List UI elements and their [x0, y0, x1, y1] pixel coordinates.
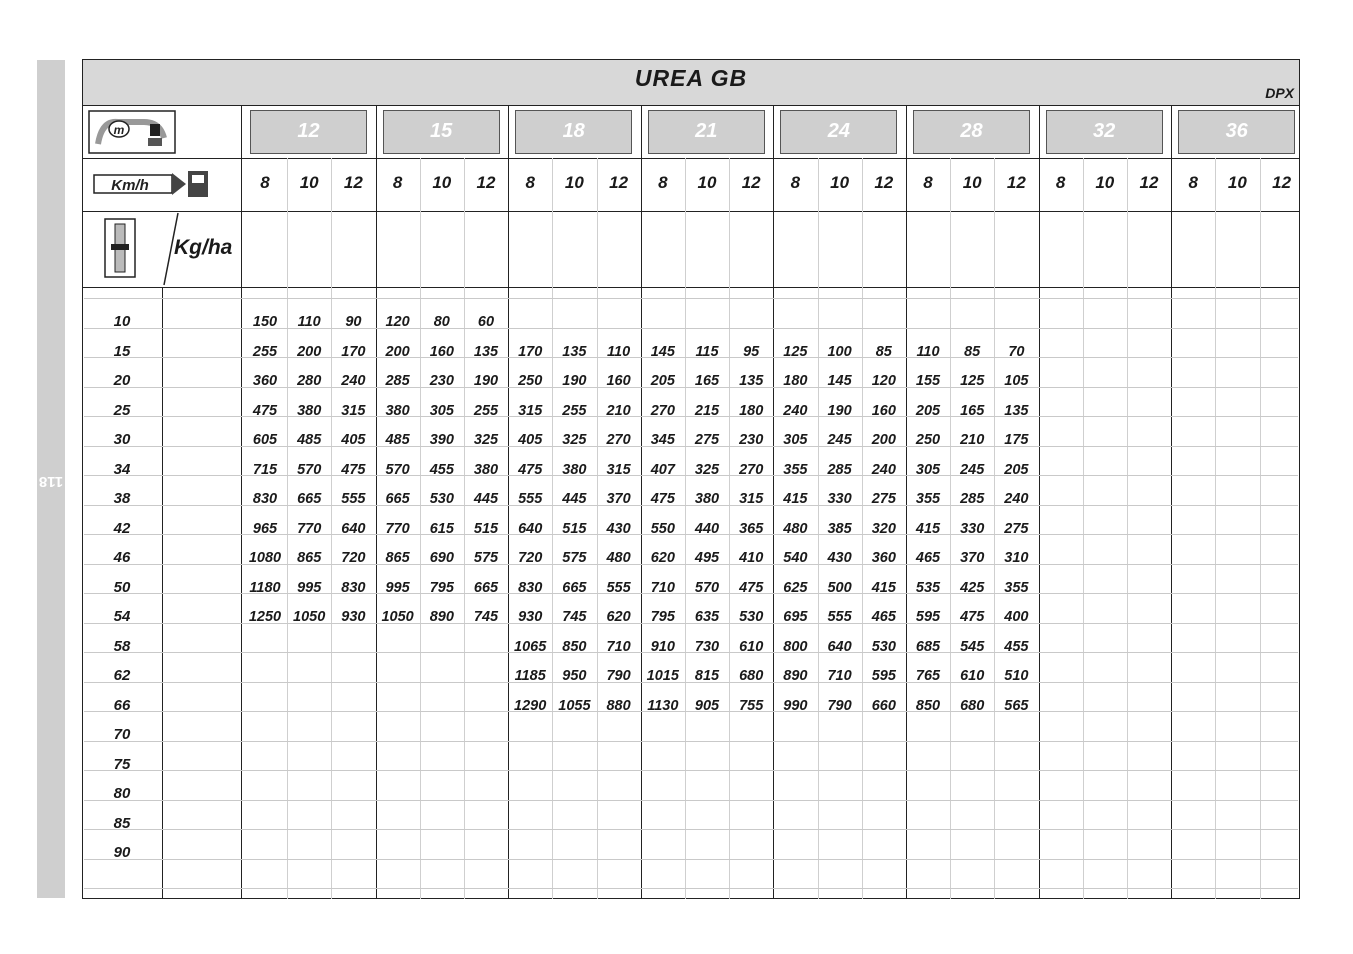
- table-cell: 635: [694, 609, 720, 625]
- table-cell: 325: [694, 461, 720, 478]
- table-cell: 1080: [248, 550, 282, 566]
- gate-setting-icon: [104, 218, 138, 280]
- table-cell: 1130: [647, 697, 679, 714]
- table-cell: 795: [429, 579, 454, 596]
- table-cell: 380: [385, 402, 410, 419]
- table-cell: 120: [385, 314, 410, 330]
- table-cell: 325: [473, 432, 499, 448]
- table-cell: 1290: [514, 697, 547, 714]
- table-cell: 965: [252, 520, 278, 537]
- table-cell: 430: [606, 520, 631, 537]
- table-cell: 115: [695, 343, 719, 360]
- table-cell: 95: [743, 343, 760, 360]
- rate-label: 10: [113, 313, 131, 330]
- table-cell: 215: [694, 402, 720, 419]
- table-cell: 415: [915, 520, 941, 537]
- table-cell: 200: [385, 343, 410, 360]
- table-cell: 530: [871, 638, 896, 655]
- rate-label: 50: [113, 578, 131, 596]
- table-cell: 475: [341, 461, 366, 478]
- rate-label: 25: [113, 401, 131, 419]
- table-cell: 100: [827, 343, 852, 360]
- table-cell: 160: [606, 373, 631, 389]
- table-cell: 425: [960, 579, 985, 596]
- width-icon-letter: m: [113, 123, 125, 137]
- table-cell: 480: [606, 550, 631, 566]
- table-cell: 355: [1004, 579, 1029, 596]
- table-cell: 415: [783, 491, 808, 507]
- table-cell: 315: [341, 402, 366, 419]
- table-cell: 365: [739, 520, 764, 537]
- table-cell: 190: [473, 373, 499, 389]
- table-cell: 210: [606, 402, 631, 419]
- table-cell: 995: [385, 579, 410, 596]
- table-cell: 200: [871, 432, 896, 448]
- speed-header: 10: [299, 173, 319, 192]
- working-width-24: 24: [780, 110, 897, 154]
- table-cell: 890: [783, 668, 808, 684]
- table-cell: 135: [562, 343, 587, 360]
- table-cell: 660: [871, 697, 896, 714]
- table-cell: 475: [518, 461, 543, 478]
- speed-header: 12: [1272, 173, 1292, 192]
- table-cell: 330: [960, 520, 985, 537]
- table-cell: 80: [433, 314, 450, 330]
- rate-label: 46: [113, 549, 131, 566]
- table-cell: 540: [783, 550, 808, 566]
- table-cell: 85: [875, 343, 892, 360]
- table-cell: 850: [562, 638, 587, 655]
- table-cell: 475: [650, 491, 675, 507]
- table-cell: 555: [341, 491, 366, 507]
- rate-label: 80: [113, 785, 131, 802]
- table-cell: 190: [827, 402, 852, 419]
- table-cell: 415: [871, 579, 896, 596]
- speed-header: 10: [432, 173, 452, 192]
- table-cell: 575: [473, 550, 499, 566]
- table-cell: 410: [739, 550, 764, 566]
- table-cell: 570: [297, 461, 322, 478]
- table-cell: 315: [739, 491, 764, 507]
- table-cell: 155: [915, 373, 941, 389]
- rate-label: 34: [113, 460, 131, 478]
- table-cell: 455: [429, 461, 454, 478]
- speed-header: 12: [874, 173, 894, 192]
- table-cell: 165: [694, 373, 720, 389]
- grid-line: [84, 800, 1298, 801]
- rate-label: 42: [113, 519, 131, 537]
- table-cell: 145: [827, 373, 852, 389]
- table-cell: 170: [341, 343, 366, 360]
- rate-label: 15: [113, 342, 131, 360]
- table-cell: 160: [429, 343, 454, 360]
- table-cell: 685: [915, 638, 941, 655]
- speed-header: 12: [741, 173, 761, 192]
- speed-header: 8: [392, 173, 403, 192]
- table-cell: 475: [960, 609, 985, 625]
- grid-line: [84, 888, 1298, 889]
- table-cell: 270: [739, 461, 764, 478]
- table-cell: 550: [650, 520, 675, 537]
- table-cell: 205: [650, 373, 675, 389]
- table-cell: 210: [960, 432, 985, 448]
- table-cell: 730: [694, 638, 720, 655]
- group-divider: [1171, 105, 1172, 899]
- table-cell: 315: [518, 402, 543, 419]
- table-cell: 545: [960, 638, 985, 655]
- table-cell: 205: [915, 402, 941, 419]
- table-cell: 125: [783, 343, 808, 360]
- table-cell: 680: [739, 668, 764, 684]
- table-cell: 110: [916, 343, 940, 360]
- speed-header: 10: [697, 173, 717, 192]
- table-cell: 800: [783, 638, 808, 655]
- table-cell: 305: [915, 461, 941, 478]
- table-cell: 245: [960, 461, 985, 478]
- table-cell: 565: [1004, 697, 1029, 714]
- table-cell: 485: [297, 432, 322, 448]
- table-cell: 625: [783, 579, 808, 596]
- grid-line: [1260, 158, 1261, 899]
- table-cell: 535: [915, 579, 941, 596]
- table-cell: 1250: [248, 609, 282, 625]
- table-cell: 605: [252, 432, 278, 448]
- table-cell: 430: [827, 550, 852, 566]
- table-cell: 610: [739, 638, 764, 655]
- table-cell: 1050: [293, 609, 326, 625]
- table-cell: 385: [827, 520, 852, 537]
- table-cell: 275: [871, 491, 896, 507]
- table-cell: 245: [827, 432, 852, 448]
- speed-header: 8: [790, 173, 801, 192]
- table-cell: 135: [1004, 402, 1029, 419]
- table-cell: 405: [341, 432, 366, 448]
- grid-line: [84, 859, 1298, 860]
- table-cell: 665: [385, 491, 410, 507]
- table-cell: 175: [1004, 432, 1029, 448]
- table-cell: 465: [871, 609, 896, 625]
- table-cell: 1055: [558, 697, 591, 714]
- working-width-32: 32: [1046, 110, 1163, 154]
- rate-label: 90: [113, 844, 131, 861]
- spread-width-icon: [88, 110, 178, 154]
- table-cell: 355: [915, 491, 941, 507]
- table-cell: 405: [518, 432, 543, 448]
- table-cell: 255: [252, 343, 278, 360]
- working-width-12: 12: [250, 110, 367, 154]
- table-cell: 355: [783, 461, 808, 478]
- table-cell: 720: [518, 550, 543, 566]
- table-cell: 570: [385, 461, 410, 478]
- table-cell: 230: [429, 373, 454, 389]
- speed-header: 8: [658, 173, 668, 192]
- table-cell: 595: [915, 609, 941, 625]
- speed-header: 12: [476, 173, 496, 192]
- table-cell: 1180: [249, 579, 281, 596]
- table-cell: 370: [606, 491, 631, 507]
- table-cell: 795: [650, 609, 675, 625]
- table-cell: 345: [650, 432, 675, 448]
- table-cell: 830: [341, 579, 366, 596]
- speed-header: 8: [923, 173, 933, 192]
- rate-label: 30: [113, 431, 131, 448]
- table-cell: 905: [694, 697, 720, 714]
- table-cell: 230: [739, 432, 764, 448]
- grid-line: [1127, 158, 1128, 899]
- table-cell: 240: [783, 402, 808, 419]
- table-cell: 715: [252, 461, 278, 478]
- table-cell: 305: [783, 432, 808, 448]
- table-cell: 790: [606, 668, 631, 684]
- table-cell: 485: [385, 432, 410, 448]
- rate-label: 66: [113, 696, 131, 714]
- table-cell: 640: [827, 638, 852, 655]
- table-cell: 555: [518, 491, 543, 507]
- table-cell: 120: [871, 373, 896, 389]
- table-cell: 390: [429, 432, 454, 448]
- speed-header: 8: [1055, 173, 1066, 192]
- row-divider: [82, 158, 1300, 159]
- rate-unit-label: Kg/ha: [174, 236, 233, 259]
- table-cell: 280: [297, 373, 322, 389]
- table-cell: 745: [562, 609, 587, 625]
- speed-header: 10: [564, 173, 584, 192]
- rate-label: 54: [113, 608, 131, 625]
- table-cell: 135: [473, 343, 499, 360]
- speed-header: 10: [1095, 173, 1115, 192]
- speed-header: 12: [1006, 173, 1026, 192]
- speed-header: 12: [609, 173, 629, 192]
- table-cell: 570: [694, 579, 720, 596]
- table-cell: 400: [1004, 609, 1029, 625]
- table-cell: 710: [650, 579, 675, 596]
- table-cell: 255: [562, 402, 587, 419]
- table-cell: 720: [341, 550, 366, 566]
- table-cell: 270: [650, 402, 675, 419]
- table-cell: 315: [606, 461, 631, 478]
- speed-header: 8: [1188, 173, 1198, 192]
- table-cell: 830: [518, 579, 543, 596]
- table-cell: 690: [429, 550, 454, 566]
- table-cell: 555: [606, 579, 631, 596]
- table-cell: 880: [606, 697, 631, 714]
- table-cell: 665: [562, 579, 587, 596]
- table-cell: 440: [694, 520, 720, 537]
- table-cell: 90: [345, 314, 362, 330]
- table-cell: 530: [429, 491, 454, 507]
- table-cell: 275: [1004, 520, 1029, 537]
- working-width-36: 36: [1178, 110, 1295, 154]
- working-width-21: 21: [648, 110, 765, 154]
- table-cell: 910: [650, 638, 675, 655]
- table-cell: 530: [739, 609, 764, 625]
- table-cell: 250: [915, 432, 941, 448]
- speed-header: 10: [962, 173, 982, 192]
- table-cell: 285: [827, 461, 852, 478]
- table-cell: 190: [562, 373, 587, 389]
- table-cell: 755: [739, 697, 764, 714]
- table-cell: 1185: [514, 668, 546, 684]
- table-cell: 640: [341, 520, 366, 537]
- table-cell: 445: [562, 491, 587, 507]
- table-cell: 790: [827, 697, 852, 714]
- table-cell: 930: [518, 609, 543, 625]
- table-cell: 640: [518, 520, 543, 537]
- table-cell: 370: [960, 550, 985, 566]
- table-cell: 710: [827, 668, 852, 684]
- table-cell: 105: [1004, 373, 1029, 389]
- table-cell: 500: [827, 579, 852, 596]
- rate-label: 62: [113, 667, 131, 684]
- table-cell: 1065: [514, 638, 547, 655]
- table-cell: 455: [1004, 638, 1029, 655]
- table-cell: 1050: [381, 609, 414, 625]
- table-cell: 815: [694, 668, 720, 684]
- rate-label: 58: [113, 637, 131, 655]
- table-cell: 85: [964, 343, 981, 360]
- table-cell: 135: [739, 373, 764, 389]
- table-cell: 170: [518, 343, 543, 360]
- table-cell: 180: [783, 373, 808, 389]
- grid-line: [84, 770, 1298, 771]
- table-cell: 270: [606, 432, 631, 448]
- table-cell: 1015: [646, 668, 679, 684]
- model-label: DPX: [1265, 85, 1294, 101]
- table-cell: 150: [252, 314, 278, 330]
- table-cell: 160: [871, 402, 896, 419]
- table-cell: 285: [960, 491, 985, 507]
- table-cell: 320: [871, 520, 896, 537]
- table-cell: 495: [694, 550, 720, 566]
- table-cell: 180: [739, 402, 764, 419]
- table-cell: 665: [297, 491, 322, 507]
- table-cell: 695: [783, 609, 808, 625]
- table-cell: 765: [915, 668, 941, 684]
- table-cell: 475: [739, 579, 764, 596]
- table-cell: 515: [473, 520, 499, 537]
- table-cell: 620: [606, 609, 631, 625]
- table-cell: 310: [1004, 550, 1029, 566]
- table-cell: 380: [694, 491, 720, 507]
- table-cell: 930: [341, 609, 366, 625]
- table-cell: 145: [650, 343, 675, 360]
- table-cell: 240: [871, 461, 896, 478]
- table-cell: 555: [827, 609, 852, 625]
- working-width-15: 15: [383, 110, 500, 154]
- table-cell: 205: [1004, 461, 1029, 478]
- speed-header: 10: [830, 173, 850, 192]
- table-cell: 615: [429, 520, 454, 537]
- table-cell: 240: [1004, 491, 1029, 507]
- table-cell: 60: [477, 314, 495, 330]
- table-cell: 305: [429, 402, 454, 419]
- page-number: 118: [38, 473, 64, 490]
- table-cell: 865: [297, 550, 322, 566]
- table-cell: 275: [694, 432, 720, 448]
- table-cell: 285: [385, 373, 410, 389]
- rate-label: 75: [113, 755, 131, 773]
- table-cell: 770: [385, 520, 410, 537]
- working-width-28: 28: [913, 110, 1030, 154]
- table-cell: 380: [297, 402, 322, 419]
- rate-label: 85: [113, 814, 131, 832]
- table-cell: 407: [650, 461, 675, 478]
- rate-label: 38: [113, 490, 131, 507]
- tractor-speed-icon: [88, 165, 212, 205]
- table-cell: 70: [1008, 343, 1025, 360]
- table-cell: 200: [297, 343, 322, 360]
- table-cell: 240: [341, 373, 366, 389]
- rate-label: 20: [113, 372, 131, 389]
- table-cell: 510: [1004, 668, 1029, 684]
- table-cell: 710: [606, 638, 631, 655]
- column-divider: [241, 105, 242, 899]
- table-cell: 125: [960, 373, 985, 389]
- table-cell: 360: [252, 373, 278, 389]
- table-cell: 595: [871, 668, 896, 684]
- table-cell: 575: [562, 550, 587, 566]
- table-cell: 165: [960, 402, 985, 419]
- table-cell: 770: [297, 520, 322, 537]
- speed-header: 12: [1139, 173, 1159, 192]
- table-cell: 850: [915, 697, 941, 714]
- table-cell: 480: [783, 520, 808, 537]
- table-cell: 380: [473, 461, 499, 478]
- table-cell: 325: [562, 432, 587, 448]
- table-cell: 250: [518, 373, 543, 389]
- speed-header: 8: [260, 173, 270, 192]
- grid-line: [84, 741, 1298, 742]
- table-cell: 990: [783, 697, 808, 714]
- table-cell: 445: [473, 491, 499, 507]
- working-width-18: 18: [515, 110, 632, 154]
- group-divider: [1039, 105, 1040, 899]
- table-cell: 745: [473, 609, 499, 625]
- speed-header: 10: [1227, 173, 1247, 192]
- table-cell: 680: [960, 697, 985, 714]
- table-cell: 110: [297, 314, 321, 330]
- speed-unit-label: Km/h: [111, 177, 149, 194]
- table-cell: 255: [473, 402, 499, 419]
- table-cell: 475: [252, 402, 278, 419]
- table-cell: 465: [915, 550, 941, 566]
- grid-line: [1083, 158, 1084, 899]
- table-cell: 515: [562, 520, 587, 537]
- table-cell: 360: [871, 550, 896, 566]
- table-cell: 620: [650, 550, 675, 566]
- table-cell: 890: [429, 609, 454, 625]
- table-cell: 830: [252, 491, 278, 507]
- row-divider: [82, 287, 1300, 288]
- table-cell: 330: [827, 491, 852, 507]
- speed-header: 12: [343, 173, 363, 192]
- speed-header: 8: [525, 173, 535, 192]
- row-divider: [82, 211, 1300, 212]
- table-cell: 110: [607, 343, 631, 360]
- table-cell: 995: [297, 579, 322, 596]
- rate-label: 70: [113, 726, 131, 743]
- table-cell: 865: [385, 550, 410, 566]
- table-cell: 950: [562, 668, 587, 684]
- table-cell: 380: [562, 461, 587, 478]
- table-cell: 610: [960, 668, 985, 684]
- table-title: UREA GB: [634, 65, 748, 91]
- grid-line: [84, 298, 1298, 299]
- table-cell: 665: [473, 579, 499, 596]
- grid-line: [1215, 158, 1216, 899]
- grid-line: [84, 829, 1298, 830]
